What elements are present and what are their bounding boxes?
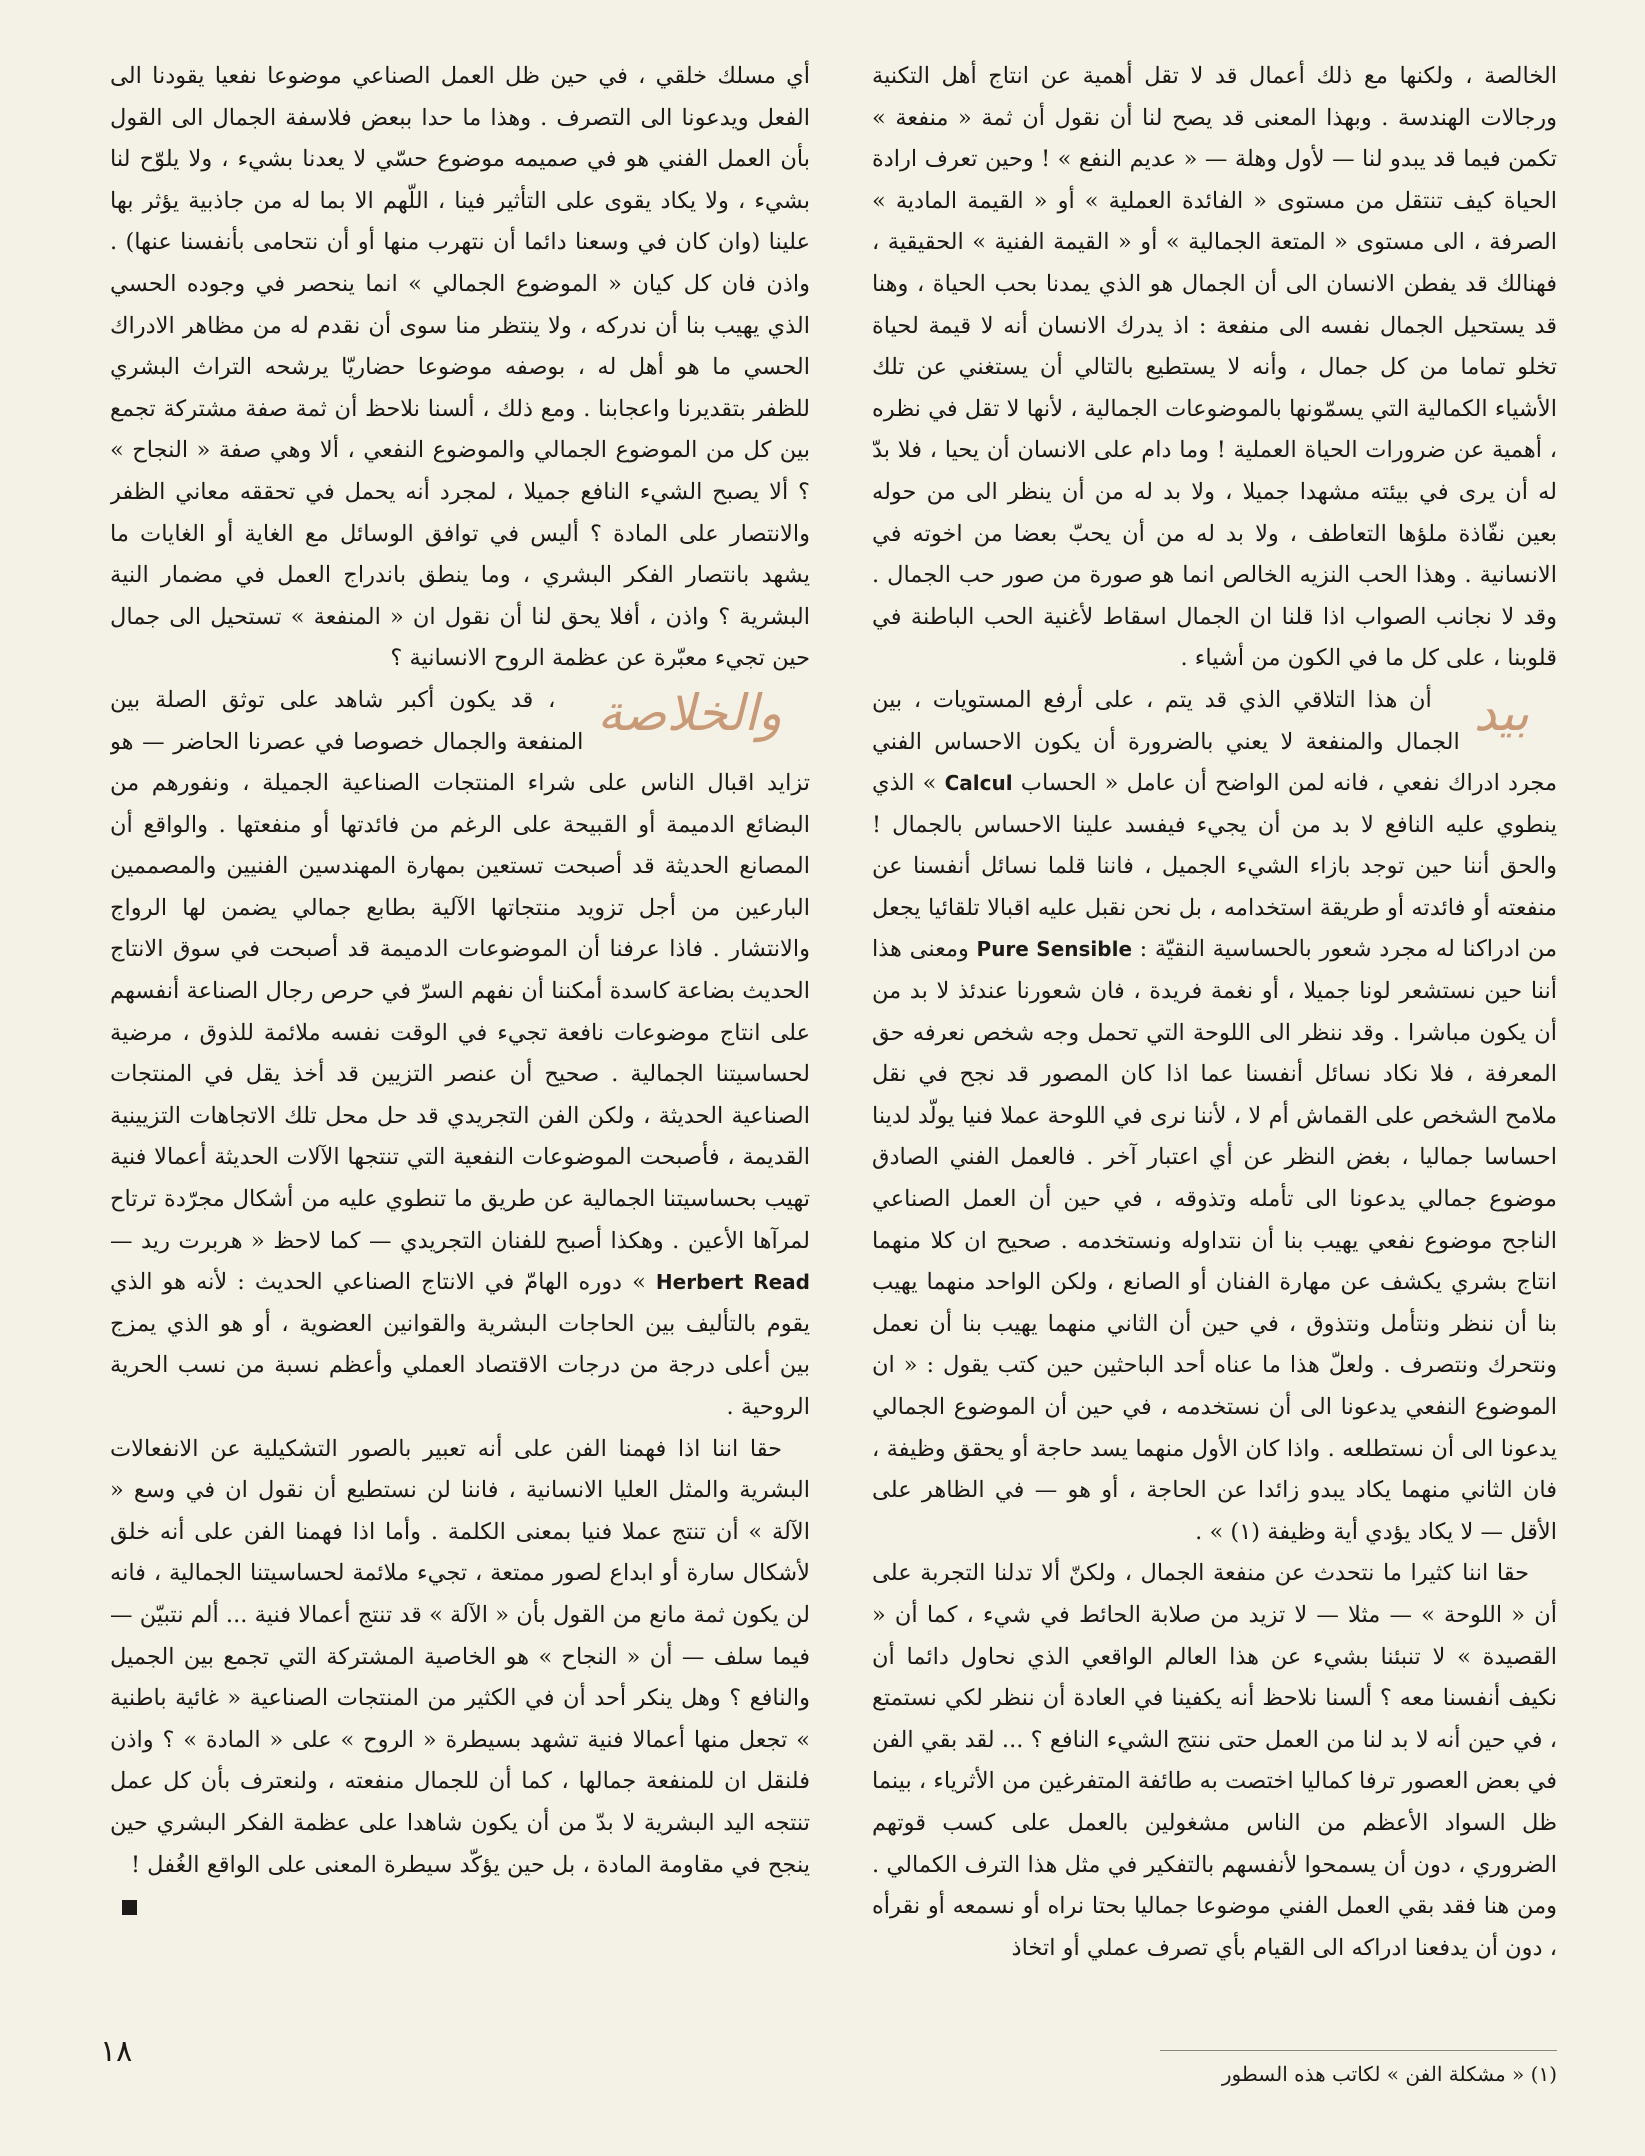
paragraph-text: ، قد يكون أكبر شاهد على توثق الصلة بين المنفعة والجمال خصوصا في عصرنا الحاضر — هو تزايد اقبال الناس على شراء المنتجات الصناعية الجميلة ، ونفورهم من البضائع الدميمة أو القبيحة على الرغم من فائدتها أو منفعتها . والواقع أن المصانع الحديثة قد أصبحت تستعين بمهارة المهندسين الفنيين والمصممين البارعين من أجل تزويد منتجاتها الآلية بطابع جمالي يضمن لها الرواج والانتشار . فاذا عرفنا أن الموضوعات الدميمة قد أصبحت في سوق الانتاج الحديث بضاعة كاسدة أمكننا أن نفهم السرّ في حرص رجال الصناعة أنفسهم على انتاج موضوعات نافعة تجيء في الوقت نفسه ملائمة للذوق ، مرضية لحساسيتنا الجمالية . صحيح أن عنصر التزيين قد أخذ يقل في المنتجات الصناعية الحديثة ، ولكن الفن التجريدي قد حل محل تلك الاتجاهات التزيينية القديمة ، فأصبحت الموضوعات النفعية التي تنتجها الآلات الحديثة أعمالا فنية تهيب بحساسيتنا الجمالية عن طريق ما تنطوي عليه من أشكال مجرّدة ترتاح لمرآها الأعين . وهكذا أصبح للفنان التجريدي — كما لاحظ « هربرت ريد — [110, 686, 810, 1254]
paragraph: الخالصة ، ولكنها مع ذلك أعمال قد لا تقل أهمية عن انتاج أهل التكنية ورجالات الهندسة . وبهذا المعنى قد يصح لنا أن نقول أن ثمة « منفعة » تكمن فيما قد يبدو لنا — لأول وهلة — « عديم النفع » ! وحين تعرف ارادة الحياة كيف تنتقل من مستوى « الفائدة العملية » أو « القيمة المادية » الصرفة ، الى مستوى « المتعة الجمالية » أو « القيمة الفنية » الحقيقية ، فهنالك قد يفطن الانسان الى أن الجمال هو الذي يمدنا بحب الحياة ، وهنا قد يستحيل الجمال نفسه الى منفعة : اذ يدرك الانسان أنه لا قيمة لحياة تخلو تماما من كل جمال ، وأنه لا يستطيع بالتالي أن يستغني عن تلك الأشياء الكمالية التي يسمّونها بالموضوعات الجمالية ، لأنها لا تقل في نظره ، أهمية عن ضرورات الحياة العملية ! وما دام على الانسان أن يحيا ، فلا بدّ له أن يرى في بيئته مشهدا جميلا ، ولا بد له من أن ينظر الى من حوله بعين نفّاذة ملؤها التعاطف ، ولا بد له من أن يحبّ بعضا من اخوته في الانسانية . وهذا الحب النزيه الخالص انما هو صورة من صور حب الجمال . وقد لا نجانب الصواب اذا قلنا ان الجمال اسقاط لأغنية الحب الباطنة في قلوبنا ، على كل ما في الكون من أشياء . [872, 63, 1557, 672]
paragraph-text: » الذي ينطوي عليه النافع لا بد من أن يجيء فيفسد علينا الاحساس بالجمال ! والحق أننا حين توجد بازاء الشيء الجميل ، فاننا قلما نسائل أنفسنا عن منفعته أو فائدته أو طريقة استخدامه ، بل نحن نقبل عليه اقبالا تلقائيا يجعل من ادراكنا له مجرد شعور بالحساسية النقيّة : [872, 770, 1557, 963]
paragraph-text: » دوره الهامّ في الانتاج الصناعي الحديث : لأنه هو الذي يقوم بالتأليف بين الحاجات البشرية والقوانين العضوية ، أو هو الذي يمزج بين أعلى درجة من درجات الاقتصاد العملي وأعظم نسبة من نسب الحرية الروحية . [110, 1269, 810, 1420]
paragraph-text: أن هذا التلاقي الذي قد يتم ، على أرفع المستويات ، بين الجمال والمنفعة لا يعني بالضرورة أن يكون الاحساس الفني مجرد ادراك نفعي ، فانه لمن الواضح أن عامل « الحساب [872, 686, 1557, 797]
paragraph-text: ومعنى هذا أننا حين نستشعر لونا جميلا ، أو نغمة فريدة ، فان شعورنا عندئذ لا بد من أن يكون مباشرا . وقد ننظر الى اللوحة التي تحمل وجه شخص نعرفه حق المعرفة ، فلا نكاد نسائل أنفسنا عما اذا كان المصور قد نجح في نقل ملامح الشخص على القماش أم لا ، لأننا نرى في اللوحة عملا فنيا يولّد لدينا احساسا جماليا ، بغض النظر عن أي اعتبار آخر . فالعمل الفني الصادق موضوع جمالي يدعونا الى تأمله وتذوقه ، في حين أن العمل الصناعي الناجح موضوع نفعي يهيب بنا أن نتداوله ونستخدمه . صحيح ان كلا منهما انتاج بشري يكشف عن مهارة الفنان أو الصانع ، ولكن الواحد منهما يهيب بنا أن ننظر ونتأمل ونتذوق ، في حين أن الثاني منهما يهيب بنا أن نعمل ونتحرك ونتصرف . ولعلّ هذا ما عناه أحد الباحثين حين كتب يقول : « ان الموضوع النفعي يدعونا الى أن نستخدمه ، في حين أن الموضوع الجمالي يدعونا الى أن نستطلعه . واذا كان الأول منهما يسد حاجة أو يحقق وظيفة ، فان الثاني منهما يكاد يبدو زائدا عن الحاجة ، أو هو — في الظاهر على الأقل — لا يكاد يؤدي أية وظيفة (١) » . [872, 936, 1557, 1545]
page-number: ١٨ [100, 2034, 133, 2069]
paragraph [872, 680, 1557, 1553]
left-column [110, 56, 810, 2016]
decorative-dropcap: والخلاصة [597, 683, 782, 742]
latin-term: Herbert Read [655, 1270, 810, 1295]
decorative-dropcap: بيد [1473, 683, 1529, 742]
right-column [872, 56, 1557, 2016]
footnote-divider [1160, 2050, 1557, 2051]
latin-term: Calcul [944, 771, 1013, 796]
paragraph: حقا اننا كثيرا ما نتحدث عن منفعة الجمال ، ولكنّ ألا تدلنا التجربة على أن « اللوحة » — مثلا — لا تزيد من صلابة الحائط في شيء ، كما أن « القصيدة » لا تنبئنا بشيء عن هذا العالم الواقعي الذي نحاول دائما أن نكيف أنفسنا معه ؟ ألسنا نلاحظ أنه يكفينا في العادة أن ننظر لكي نستمتع ، في حين أنه لا بد لنا من العمل حتى ننتج الشيء النافع ؟ ... لقد بقي الفن في بعض العصور ترفا كماليا اختصت به طائفة المتفرغين من الأثرياء ، بينما ظل السواد الأعظم من الناس مشغولين بالعمل على كسب قوتهم الضروري ، دون أن يسمحوا لأنفسهم بالتفكير في مثل هذا الترف الكمالي . ومن هنا فقد بقي العمل الفني موضوعا جماليا بحتا نراه أو نسمعه أو نقرأه ، دون أن يدفعنا ادراكه الى القيام بأي تصرف عملي أو اتخاذ [872, 1560, 1557, 1961]
footnote: (١) « مشكلة الفن » لكاتب هذه السطور [1221, 2062, 1557, 2086]
end-of-article-mark [122, 1900, 137, 1915]
paragraph: أي مسلك خلقي ، في حين ظل العمل الصناعي موضوعا نفعيا يقودنا الى الفعل ويدعونا الى التصرف . وهذا ما حدا ببعض فلاسفة الجمال الى القول بأن العمل الفني هو في صميمه موضوع حسّي لا يعدنا بشيء ، ولا يلوّح لنا بشيء ، ولا يكاد يقوى على التأثير فينا ، اللّهم الا بما له من جاذبية يؤثر بها علينا (وان كان في وسعنا دائما أن نتهرب منها أو أن نتحامى بأنفسنا عنها) . واذن فان كل كيان « الموضوع الجمالي » انما ينحصر في وجوده الحسي الذي يهيب بنا أن ندركه ، ولا ينتظر منا سوى أن نقدم له من مظاهر الادراك الحسي ما هو أهل له ، بوصفه موضوعا حضاريّا يرشحه التراث البشري للظفر بتقديرنا واعجابنا . ومع ذلك ، ألسنا نلاحظ أن ثمة صفة مشتركة تجمع بين كل من الموضوع الجمالي والموضوع النفعي ، ألا وهي صفة « النجاح » ؟ ألا يصبح الشيء النافع جميلا ، لمجرد أنه يحمل في تحققه معاني الظفر والانتصار على المادة ؟ أليس في توافق الوسائل مع الغاية أو الغايات ما يشهد بانتصار الفكر البشري ، وما ينطق باندراج العمل في مضمار النية البشرية ؟ واذن ، أفلا يحق لنا أن نقول ان « المنفعة » تستحيل الى جمال حين تجيء معبّرة عن عظمة الروح الانسانية ؟ [110, 63, 810, 672]
latin-term: Pure Sensible [976, 937, 1133, 962]
paragraph-text: حقا اننا اذا فهمنا الفن على أنه تعبير بالصور التشكيلية عن الانفعالات البشرية والمثل العليا الانسانية ، فاننا لن نستطيع أن نقول ان في وسع « الآلة » أن تنتج عملا فنيا بمعنى الكلمة . وأما اذا فهمنا الفن على أنه خلق لأشكال سارة أو ابداع لصور ممتعة ، تجيء ملائمة لحساسيتنا الجمالية ، فانه لن يكون ثمة مانع من القول بأن « الآلة » قد تنتج أعمالا فنية ... ألم نتبيّن — فيما سلف — أن « النجاح » هو الخاصية المشتركة التي تجمع بين الجميل والنافع ؟ وهل ينكر أحد أن في الكثير من المنتجات الصناعية « غائية باطنية » تجعل منها أعمالا فنية تشهد بسيطرة « الروح » على « المادة » ؟ واذن فلنقل ان للمنفعة جمالها ، كما أن للجمال منفعته ، ولنعترف بأن كل عمل تنتجه اليد البشرية لا بدّ من أن يكون شاهدا على عظمة الفكر البشري حين ينجح في مقاومة المادة ، بل حين يؤكّد سيطرة المعنى على الواقع الغُفل ! [110, 1435, 810, 1878]
paragraph [110, 1429, 810, 1887]
paragraph [110, 680, 810, 1429]
